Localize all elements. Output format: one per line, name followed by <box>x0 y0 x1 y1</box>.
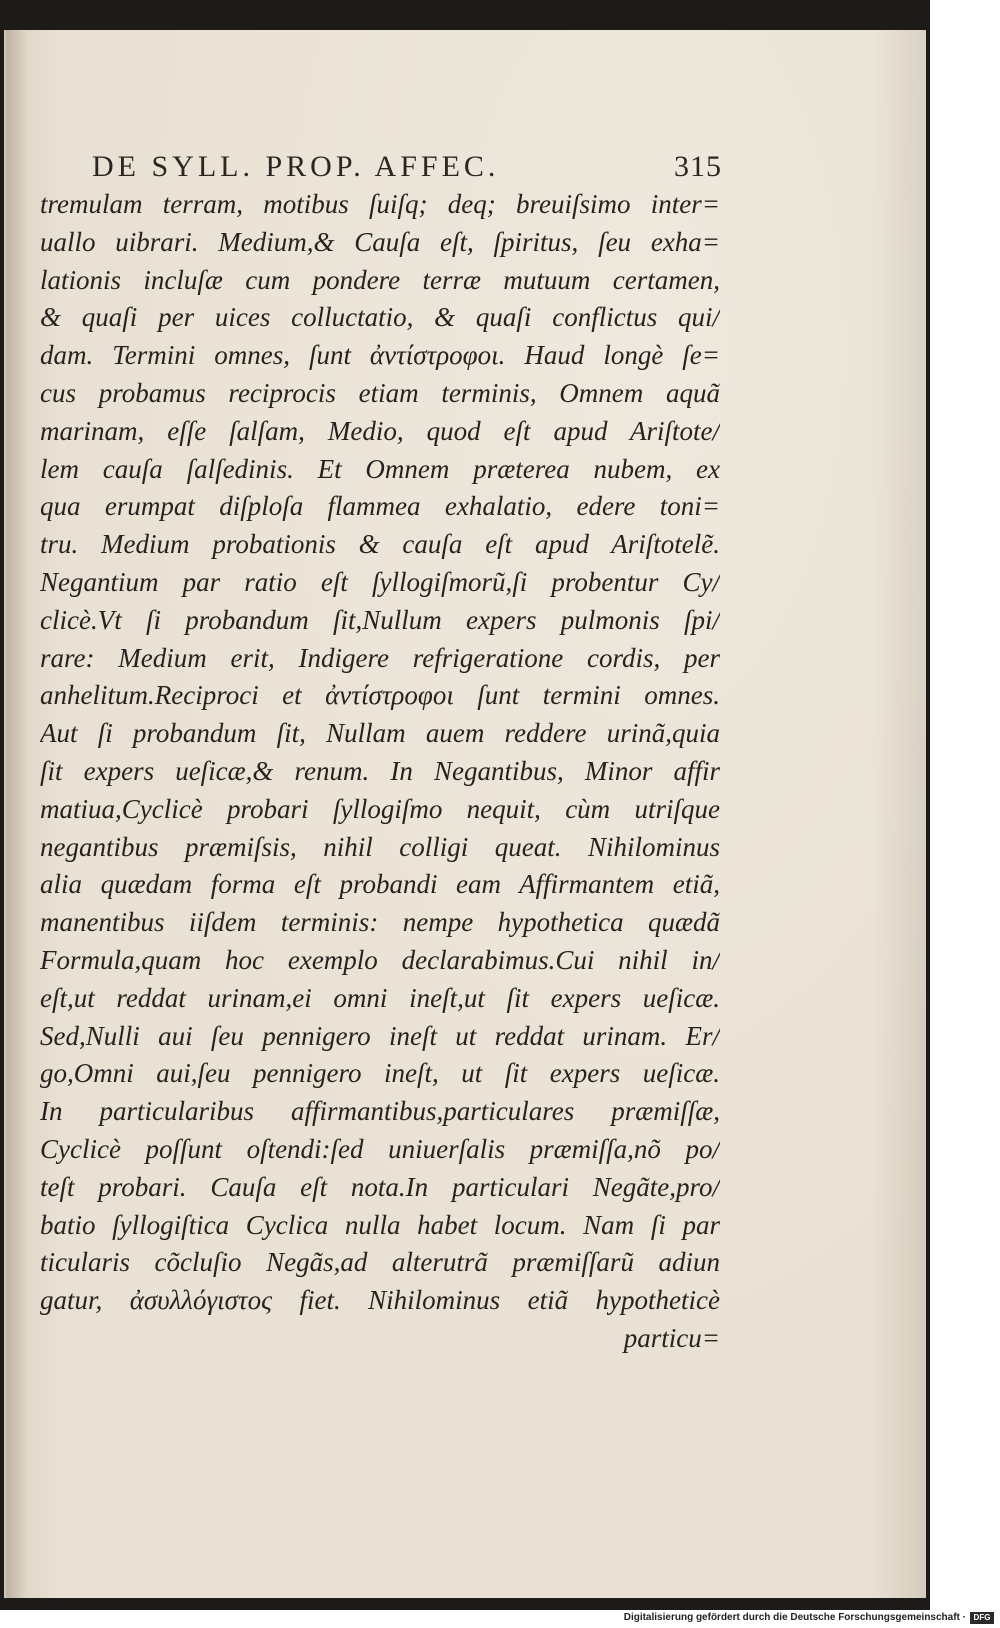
text-line: batio ſyllogiſtica Cyclica nulla habet locum. Nam ſi par <box>40 1209 720 1240</box>
text-line: matiua,Cyclicè probari ſyllogiſmo nequit, cùm utriſque <box>40 793 720 824</box>
spine-shadow <box>6 30 28 1598</box>
text-line: Negantium par ratio eſt ſyllogiſmorũ,ſi probentur Cy/ <box>40 566 720 597</box>
text-line: In particularibus affirmantibus,particulares præmiſſæ, <box>40 1096 720 1127</box>
text-line: marinam, eſſe ſalſam, Medio, quod eſt apud Ariſtote/ <box>40 415 720 446</box>
text-line: Formula,quam hoc exemplo declarabimus.Cui nihil in/ <box>40 944 720 975</box>
body-text <box>40 186 720 1358</box>
text-line: alia quædam forma eſt probandi eam Affirmantem etiã, <box>40 869 720 900</box>
text-line: negantibus præmiſsis, nihil colligi queat. Nihilominus <box>40 831 720 862</box>
text-line: go,Omni aui,ſeu pennigero ineſt, ut ſit expers ueſicæ. <box>40 1058 720 1089</box>
text-line: dam. Termini omnes, ſunt ἀντίστροφοι. Haud longè ſe= <box>40 340 720 371</box>
text-line: manentibus iiſdem terminis: nempe hypothetica quædã <box>40 907 720 938</box>
dfg-logo: DFG <box>970 1612 994 1624</box>
text-line: Sed,Nulli aui ſeu pennigero ineſt ut reddat urinam. Er/ <box>40 1020 720 1051</box>
text-line: anhelitum.Reciproci et ἀντίστροφοι ſunt termini omnes. <box>40 680 720 711</box>
text-line: rare: Medium erit, Indigere refrigeratione cordis, per <box>40 642 720 673</box>
text-line: Cyclicè poſſunt oſtendi:ſed uniuerſalis præmiſſa,nõ po/ <box>40 1133 720 1164</box>
text-line: qua erumpat diſploſa flammea exhalatio, edere toni= <box>40 491 720 522</box>
catchword: particu= <box>623 1322 720 1353</box>
text-line: ſit expers ueſicæ,& renum. In Negantibus, Minor affir <box>40 755 720 786</box>
text-line: clicè.Vt ſi probandum ſit,Nullum expers pulmonis ſpi/ <box>40 604 720 635</box>
page-number: 315 <box>674 150 722 183</box>
text-line: cus probamus reciprocis etiam terminis, Omnem aquã <box>40 377 720 408</box>
running-head-title: DE SYLL. PROP. AFFEC. <box>92 150 500 183</box>
text-line: lem cauſa ſalſedinis. Et Omnem præterea nubem, ex <box>40 453 720 484</box>
text-line: uallo uibrari. Medium,& Cauſa eſt, ſpiritus, ſeu exha= <box>40 226 720 257</box>
text-line: & quaſi per uices colluctatio, & quaſi conflictus qui/ <box>40 302 720 333</box>
digitization-credit: Digitalisierung gefördert durch die Deutsche Forschungsgemeinschaft · <box>623 1612 966 1623</box>
text-line: eſt,ut reddat urinam,ei omni ineſt,ut ſit expers ueſicæ. <box>40 982 720 1013</box>
text-line: tremulam terram, motibus ſuiſq; deq; breuiſsimo inter= <box>40 189 720 219</box>
text-line: tru. Medium probationis & cauſa eſt apud Ariſtotelẽ. <box>40 529 720 560</box>
text-line: teſt probari. Cauſa eſt nota.In particulari Negãte,pro/ <box>40 1171 720 1202</box>
text-line: Aut ſi probandum ſit, Nullam auem reddere urinã,quia <box>40 718 720 749</box>
text-line: ticularis cõcluſio Negãs,ad alterutrã præmiſſarũ adiun <box>40 1247 720 1278</box>
text-line: lationis incluſæ cum pondere terræ mutuum certamen, <box>40 264 720 295</box>
text-line: gatur, ἀσυλλόγιστος fiet. Nihilominus etiã hypotheticè <box>40 1285 720 1316</box>
